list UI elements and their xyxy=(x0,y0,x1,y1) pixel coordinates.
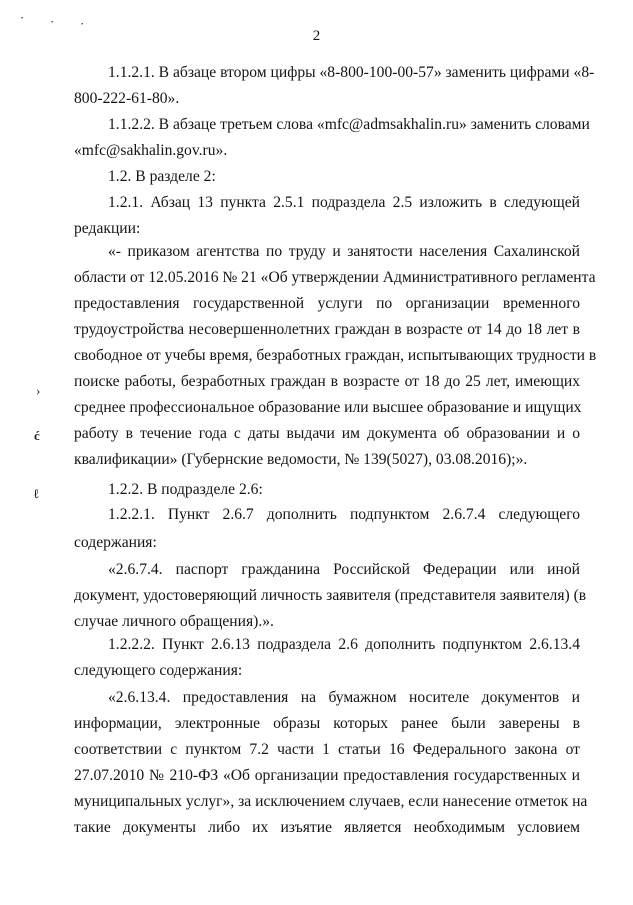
scan-mark: · xyxy=(20,10,25,25)
text-line: «- приказом агентства по труду и занятости населения Сахалинской xyxy=(108,243,580,260)
text-line: следующего содержания: xyxy=(74,662,243,679)
scan-mark: ć xyxy=(34,428,40,443)
scan-mark: ℓ xyxy=(33,486,40,501)
text-line: муниципальных услуг», за исключением случаев, если нанесение отметок на xyxy=(74,793,588,810)
text-line: содержания: xyxy=(74,534,157,551)
page-number: 2 xyxy=(312,28,321,44)
scan-mark: · xyxy=(50,14,55,29)
scan-mark: · xyxy=(80,16,85,31)
text-line: 27.07.2010 № 210-ФЗ «Об организации предоставления государственных и xyxy=(74,767,580,784)
text-line: 1.1.2.1. В абзаце втором цифры «8-800-100-00-57» заменить цифрами «8- xyxy=(108,64,595,81)
text-line: области от 12.05.2016 № 21 «Об утверждении Административного регламента xyxy=(74,269,596,286)
text-line: свободное от учебы время, безработных граждан, испытывающих трудности в xyxy=(74,347,597,364)
text-line: трудоустройства несовершеннолетних граждан в возрасте от 14 до 18 лет в xyxy=(74,321,580,338)
text-line: редакции: xyxy=(74,220,141,237)
text-line: квалификации» (Губернские ведомости, № 139(5027), 03.08.2016);». xyxy=(74,451,528,468)
text-line: 1.2.2. В подразделе 2.6: xyxy=(108,481,263,498)
text-line: 800-222-61-80». xyxy=(74,90,180,107)
text-line: такие документы либо их изъятие является необходимым условием xyxy=(74,819,580,836)
text-line: «2.6.7.4. паспорт гражданина Российской Федерации или иной xyxy=(108,561,580,578)
text-line: 1.2.2.2. Пункт 2.6.13 подраздела 2.6 дополнить подпунктом 2.6.13.4 xyxy=(108,636,580,653)
text-line: работу в течение года с даты выдачи им документа об образовании и о xyxy=(74,425,580,442)
text-line: 1.2. В разделе 2: xyxy=(108,168,216,185)
text-line: случае личного обращения).». xyxy=(74,613,274,630)
text-line: среднее профессиональное образование или высшее образование и ищущих xyxy=(74,399,582,416)
text-line: 1.2.2.1. Пункт 2.6.7 дополнить подпунктом 2.6.7.4 следующего xyxy=(108,506,580,523)
text-line: поиске работы, безработных граждан в возрасте от 18 до 25 лет, имеющих xyxy=(74,373,580,390)
text-line: «mfc@sakhalin.gov.ru». xyxy=(74,142,228,159)
text-line: предоставления государственной услуги по организации временного xyxy=(74,295,580,312)
text-line: 1.1.2.2. В абзаце третьем слова «mfc@admsakhalin.ru» заменить словами xyxy=(108,116,590,133)
scan-mark: › xyxy=(36,383,41,398)
text-line: соответствии с пунктом 7.2 части 1 статьи 16 Федерального закона от xyxy=(74,741,580,758)
text-line: документ, удостоверяющий личность заявителя (представителя заявителя) (в xyxy=(74,587,587,604)
text-line: информации, электронные образы которых ранее были заверены в xyxy=(74,715,580,732)
text-line: 1.2.1. Абзац 13 пункта 2.5.1 подраздела 2.5 изложить в следующей xyxy=(108,194,580,211)
text-line: «2.6.13.4. предоставления на бумажном носителе документов и xyxy=(108,689,580,706)
